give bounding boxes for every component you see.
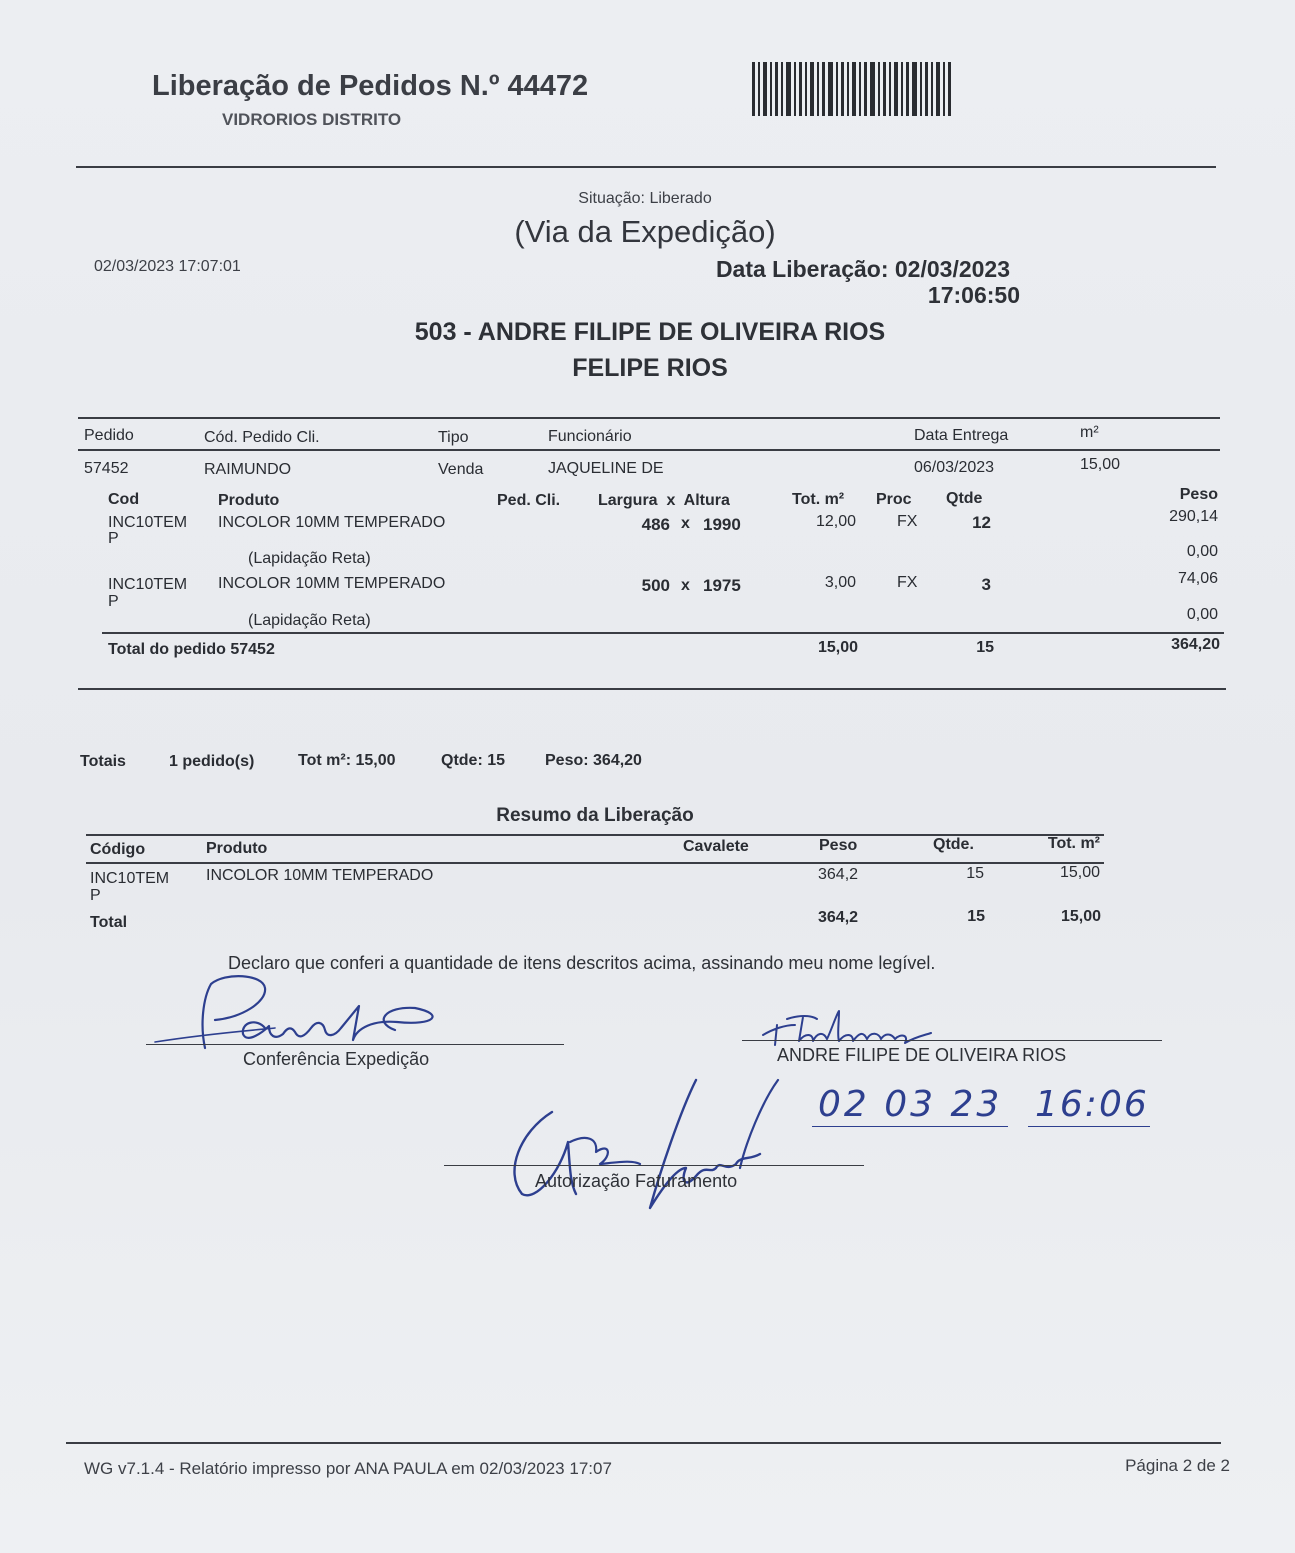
col-pedido: Pedido [84,427,134,444]
header-divider [76,166,1216,168]
resumo-row-codigo: INC10TEM [90,870,170,887]
col-largura-altura: Largura x Altura [598,492,730,509]
resumo-row-peso: 364,2 [818,866,859,883]
col-data-entrega: Data Entrega [914,427,1009,444]
via-label: (Via da Expedição) [514,214,776,249]
resumo-col-codigo: Código [90,841,146,858]
item-2-cod-cont: P [108,593,119,610]
total-pedido-qtde: 15 [976,639,994,656]
footer-text: WG v7.1.4 - Relatório impresso por ANA PAULA em 02/03/2023 17:07 [84,1459,612,1478]
col-produto: Produto [218,492,280,509]
resumo-row-codigo-cont: P [90,887,101,904]
item-2-cod: INC10TEM [108,576,188,593]
cliente-title: 503 - ANDRE FILIPE DE OLIVEIRA RIOS [414,318,886,346]
pedido-tipo: Venda [438,461,484,478]
pedido-numero: 57452 [84,460,129,477]
item-1-peso: 290,14 [1169,508,1218,525]
page-number: Página 2 de 2 [1125,1456,1230,1475]
cliente-signature [755,1005,955,1050]
totais-label: Totais [80,753,126,770]
item-2-sub-peso: 0,00 [1186,606,1218,623]
resumo-row-produto: INCOLOR 10MM TEMPERADO [206,867,434,884]
item-2-produto: INCOLOR 10MM TEMPERADO [218,575,446,592]
conferencia-line [146,1044,564,1045]
itens-bottom-divider [78,688,1226,690]
col-peso: Peso [1179,486,1218,503]
item-1-tot-m2: 12,00 [815,513,856,530]
totais-pedidos: 1 pedido(s) [169,753,255,770]
item-1-cod-cont: P [108,530,119,547]
declaracao-text: Declaro que conferi a quantidade de itens descritos acima, assinando meu nome legível. [228,953,936,973]
item-2-altura: 1975 [703,576,741,595]
item-1-sub-peso: 0,00 [1186,543,1218,560]
total-pedido-m2: 15,00 [817,639,858,656]
item-1-sub: (Lapidação Reta) [248,550,371,567]
resumo-col-qtde: Qtde. [933,836,974,853]
cliente-line [742,1040,1162,1041]
col-proc: Proc [876,491,912,508]
col-qtde: Qtde [946,490,983,507]
resumo-header-divider [86,862,1104,864]
item-1-produto: INCOLOR 10MM TEMPERADO [218,514,446,531]
item-1-largura: 486 [641,515,670,534]
cliente-label: ANDRE FILIPE DE OLIVEIRA RIOS [777,1045,1067,1065]
pedido-top-divider [78,417,1220,419]
col-cod: Cod [108,491,140,508]
pedido-header-divider [78,449,1220,451]
totais-peso: Peso: 364,20 [545,752,642,769]
pedido-m2: 15,00 [1080,456,1121,473]
situacao-label: Situação: Liberado [578,190,712,207]
resumo-col-tot-m2: Tot. m² [1047,835,1100,852]
col-m2: m² [1080,424,1099,441]
item-2-x: x [681,577,690,594]
autorizacao-signature [500,1072,790,1222]
item-2-largura: 500 [641,576,670,595]
resumo-total-label: Total [90,914,128,931]
col-cod-pedido-cli: Cód. Pedido Cli. [204,429,320,446]
resumo-row-qtde: 15 [966,865,984,882]
resumo-row-tot-m2: 15,00 [1059,864,1100,881]
item-1-altura: 1990 [703,515,741,534]
pedido-funcionario: JAQUELINE DE [548,460,664,477]
conferencia-label: Conferência Expedição [243,1049,430,1069]
data-liberacao: Data Liberação: 02/03/2023 [715,256,1010,282]
barcode-icon [752,62,952,116]
item-2-peso: 74,06 [1177,570,1218,587]
cliente-nome: FELIPE RIOS [572,354,728,382]
document-title: Liberação de Pedidos N.º 44472 [152,70,589,102]
pedido-cod-cli: RAIMUNDO [204,461,292,478]
item-2-qtde: 3 [981,575,991,594]
print-datetime: 02/03/2023 17:07:01 [94,258,241,275]
resumo-col-cavalete: Cavalete [683,838,749,855]
handwritten-time-underline [1028,1126,1150,1127]
hora-liberacao: 17:06:50 [927,282,1020,308]
resumo-col-peso: Peso [819,837,858,854]
pedido-data-entrega: 06/03/2023 [914,459,995,476]
item-1-proc: FX [897,513,918,530]
totais-m2: Tot m²: 15,00 [298,752,396,769]
company-name: VIDRORIOS DISTRITO [222,110,402,129]
resumo-total-tot-m2: 15,00 [1060,908,1101,925]
col-ped-cli: Ped. Cli. [497,492,561,509]
handwritten-date: 02 03 23 [818,1084,1003,1125]
item-2-tot-m2: 3,00 [824,574,856,591]
conferencia-signature [145,970,455,1060]
autorizacao-line [444,1165,864,1166]
item-2-proc: FX [897,574,918,591]
handwritten-date-underline [812,1126,1008,1127]
footer-divider [66,1442,1221,1444]
item-2-sub: (Lapidação Reta) [248,612,371,629]
col-tipo: Tipo [438,429,469,446]
item-1-cod: INC10TEM [108,514,188,531]
total-pedido-peso: 364,20 [1171,636,1220,653]
resumo-total-peso: 364,2 [818,909,859,926]
resumo-total-qtde: 15 [967,908,985,925]
totais-qtde: Qtde: 15 [441,752,506,769]
autorizacao-label: Autorização Faturamento [535,1171,738,1191]
col-tot-m2: Tot. m² [792,491,845,508]
item-1-x: x [681,515,690,532]
total-pedido-label: Total do pedido 57452 [108,641,275,658]
resumo-col-produto: Produto [206,840,268,857]
resumo-title: Resumo da Liberação [496,805,694,826]
item-1-qtde: 12 [972,513,991,532]
col-funcionario: Funcionário [548,428,632,445]
itens-total-divider [102,632,1224,634]
handwritten-time: 16:06 [1035,1084,1149,1125]
